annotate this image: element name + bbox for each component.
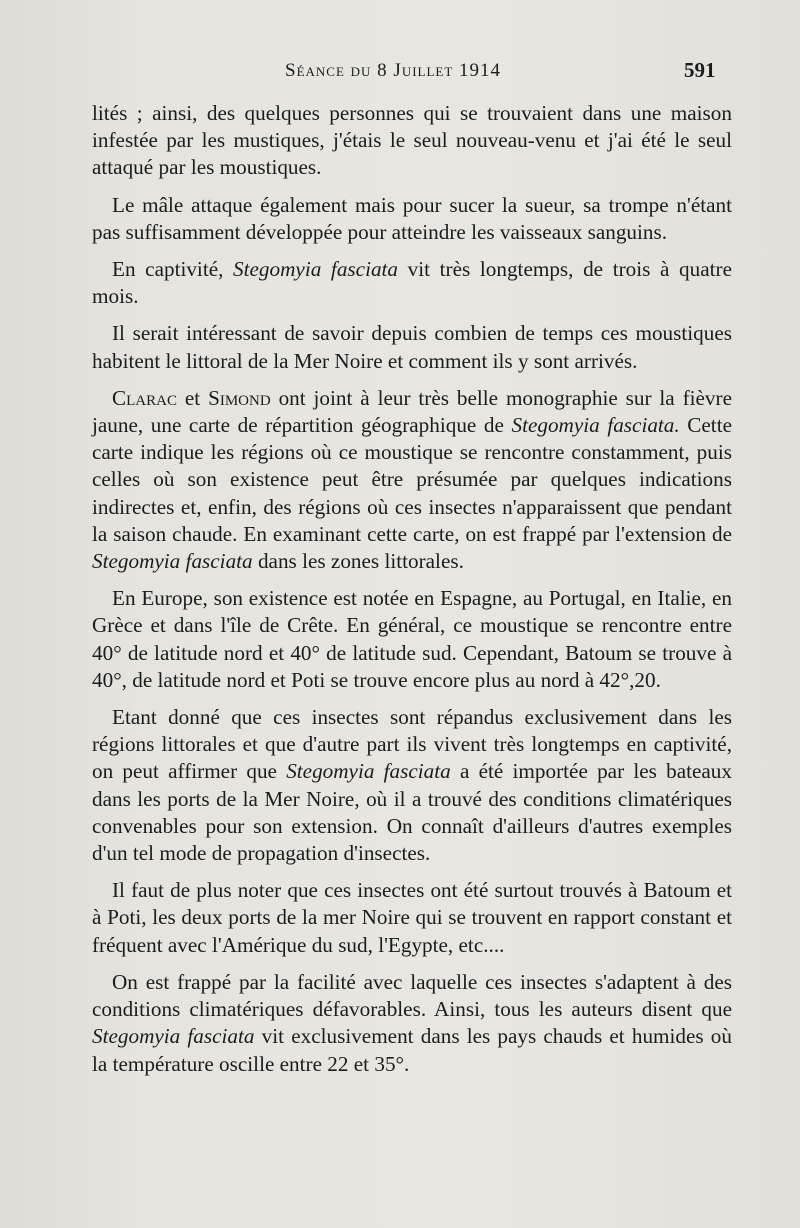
species-name: Stegomyia fasciata bbox=[92, 549, 253, 574]
text-run: vit très longtemps, de trois à quatre mois. bbox=[92, 257, 732, 309]
text-run: ont joint à leur très belle monographie sur la fièvre jaune, une carte de répartition géographique de bbox=[92, 385, 732, 438]
paragraph-8: Il faut de plus noter que ces insectes ont été surtout trouvés à Batoum et à Poti, les deux ports de la mer Noire qui se trouvent en rapport constant et fréquent avec l'Amérique du sud, l'Egypte, etc.... bbox=[92, 878, 732, 957]
text-run: On est frappé par la facilité avec laquelle ces insectes s'adaptent à des conditions climatériques défavorables. Ainsi, tous les auteurs disent que bbox=[92, 969, 732, 1022]
text-run: vit exclusivement dans les pays chauds et humides où la température oscille entre 22 et 35°. bbox=[92, 1024, 732, 1076]
page-header bbox=[0, 56, 800, 88]
paragraph-6: En Europe, son existence est notée en Espagne, au Portugal, en Italie, en Grèce et dans l'île de Crête. En général, ce moustique se rencontre entre 40° de latitude nord et 40° de latitude sud. Cependant, Batoum se trouve à 40°, de latitude nord et Poti se trouve encore plus au nord à 42°,20. bbox=[92, 586, 732, 692]
paragraph-3 bbox=[92, 256, 732, 310]
running-title: Séance du 8 Juillet 1914 bbox=[285, 60, 502, 81]
species-name: Stegomyia fasciata bbox=[92, 1024, 255, 1049]
paragraph-2: Le mâle attaque également mais pour sucer la sueur, sa trompe n'étant pas suffisamment développée pour atteindre les vaisseaux sanguins. bbox=[92, 192, 732, 244]
text-run: dans les zones littorales. bbox=[252, 549, 464, 574]
paragraph-5 bbox=[92, 385, 732, 575]
author-name: Simond bbox=[208, 385, 271, 410]
body-text bbox=[92, 100, 732, 1088]
species-name: Stegomyia fasciata. bbox=[511, 413, 680, 438]
text-run: Cette carte indique les régions où ce moustique se rencontre constamment, puis celles où son existence peut être présumée par quelques indications indirectes et, enfin, des régions où ces insectes n'apparaissent que pendant la saison chaude. En examinant cette carte, on est frappé par l'extension de bbox=[92, 413, 732, 546]
species-name: Stegomyia fasciata bbox=[286, 759, 451, 784]
paragraph-9 bbox=[92, 969, 732, 1078]
species-name: Stegomyia fasciata bbox=[233, 257, 399, 282]
paragraph-1: lités ; ainsi, des quelques personnes qui se trouvaient dans une maison infestée par les mustiques, j'étais le seul nouveau-venu et j'ai été le seul attaqué par les moustiques. bbox=[92, 101, 732, 180]
paragraph-7 bbox=[92, 704, 732, 867]
page-number: 591 bbox=[684, 58, 716, 82]
text-run: et bbox=[176, 385, 209, 410]
text-run: Etant donné que ces insectes sont répandus exclusivement dans les régions littorales et que d'autre part ils vivent très longtemps en captivité, on peut affirmer que bbox=[92, 705, 732, 784]
paragraph-4: Il serait intéressant de savoir depuis combien de temps ces moustiques habitent le littoral de la Mer Noire et comment ils y sont arrivés. bbox=[92, 321, 732, 373]
text-run: En captivité, bbox=[112, 257, 234, 282]
text-run: a été importée par les bateaux dans les ports de la Mer Noire, où il a trouvé des conditions climatériques convenables pour son extension. On connaît d'ailleurs d'autres exemples d'un tel mode de propagation d'insectes. bbox=[92, 759, 732, 866]
author-name: Clarac bbox=[112, 385, 177, 410]
